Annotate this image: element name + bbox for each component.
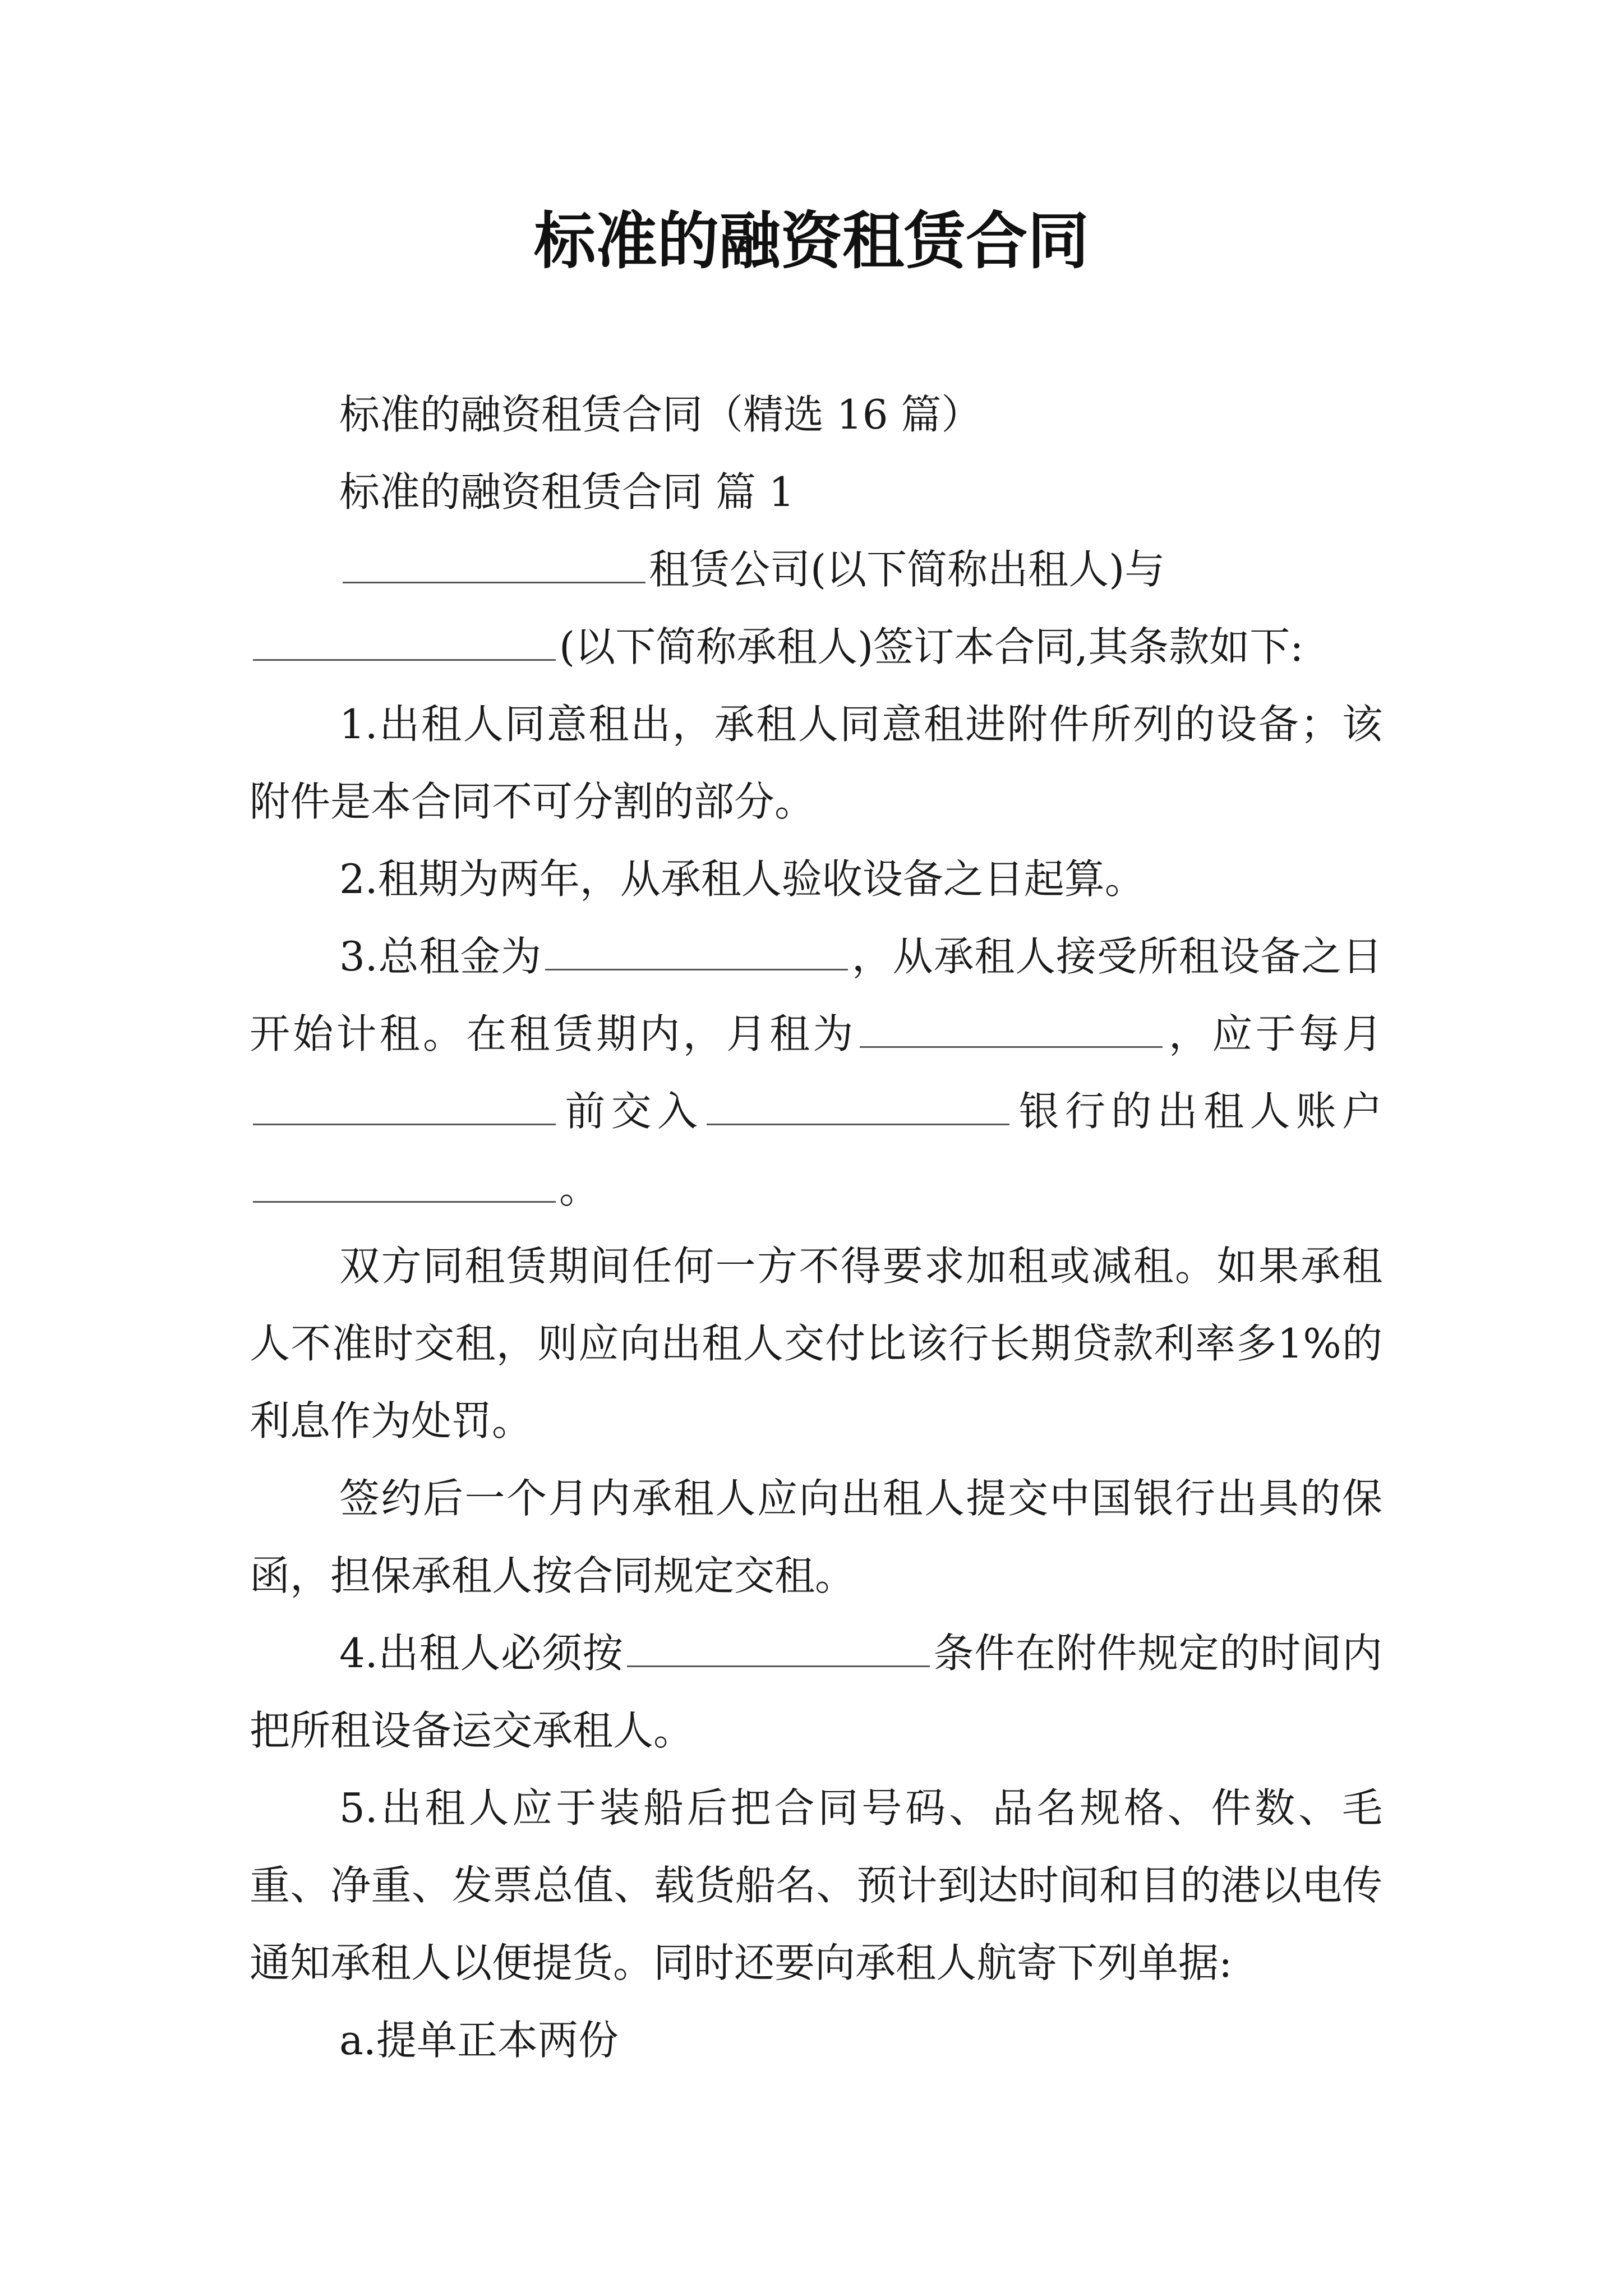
blank-line (545, 965, 848, 970)
p3-text-a: 3.总租金为 (339, 933, 542, 980)
blank-line (253, 1120, 556, 1125)
p6-text-a: 4.出租人必须按 (339, 1630, 624, 1677)
paragraph-8: a.提单正本两份 (339, 2017, 619, 2064)
blank-line (253, 1198, 556, 1203)
paragraph-6 (250, 1614, 1382, 1769)
p3-text-f: 。 (559, 1165, 600, 1212)
blank-line (627, 1662, 930, 1667)
paragraph-5: 签约后一个月内承租人应向出租人提交中国银行出具的保函，担保承租人按合同规定交租。 (250, 1475, 1382, 1599)
blank-line (343, 578, 645, 583)
paragraph-4: 双方同租赁期间任何一方不得要求加租或减租。如果承租人不准时交租，则应向出租人交付比该行长期贷款利率多1%的利息作为处罚。 (250, 1243, 1382, 1444)
blank-line (707, 1120, 1009, 1125)
blank-line (253, 656, 556, 661)
p3-text-b: ，从承租人接受所租设备之日开始计租。在租赁期内，月租为 (250, 933, 1382, 1057)
p3-text-c: ，应于每月 (1165, 1010, 1382, 1057)
intro-text-a: 租赁公司(以下简称出租人)与 (649, 546, 1165, 593)
paragraph-3 (250, 918, 1382, 1227)
paragraph-intro (250, 531, 1382, 608)
intro-text-b: (以下简称承租人)签订本合同,其条款如下: (559, 623, 1304, 670)
document-body (250, 376, 1382, 2079)
p6-text-b: 条件在附件规定的时间内把所租设备运交承租人。 (250, 1630, 1382, 1754)
document-title: 标准的融资租赁合同 (534, 205, 1089, 277)
paragraph-intro-cont (250, 608, 1382, 685)
paragraph-1: 1.出租人同意租出，承租人同意租进附件所列的设备；该附件是本合同不可分割的部分。 (250, 701, 1382, 825)
paragraph-2: 2.租期为两年，从承租人验收设备之日起算。 (339, 855, 1145, 903)
paragraph-7: 5.出租人应于装船后把合同号码、品名规格、件数、毛重、净重、发票总值、载货船名、预计到达时间和目的港以电传通知承租人以便提货。同时还要向承租人航寄下列单据: (250, 1784, 1382, 1986)
blank-line (860, 1043, 1163, 1048)
p3-text-e: 银行的出租人账户 (1013, 1088, 1382, 1135)
document-subtitle: 标准的融资租赁合同（精选 16 篇） (339, 391, 982, 438)
section-heading: 标准的融资租赁合同 篇 1 (339, 468, 795, 516)
p3-text-d: 前交入 (559, 1088, 704, 1135)
